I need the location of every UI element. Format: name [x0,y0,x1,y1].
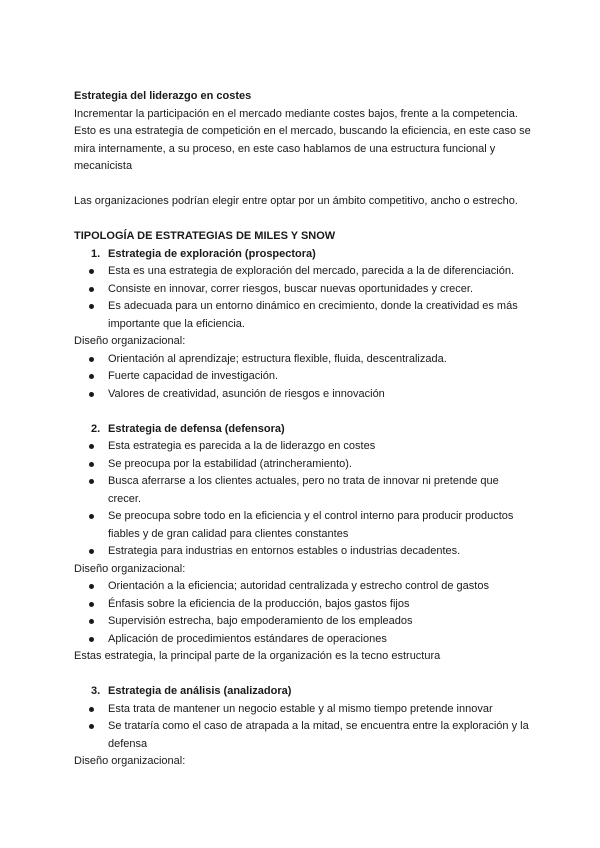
section-number: 2. [91,422,101,435]
list-item: Se preocupa por la estabilidad (atrincheramiento). [74,456,534,474]
list-item: Orientación a la eficiencia; autoridad centralizada y estrecho control de gastos [74,578,534,596]
list-item: Estrategia para industrias en entornos estables o industrias decadentes. [74,543,534,561]
section-number: 1. [91,247,101,260]
design-label: Diseño organizacional: [74,335,186,347]
intro-paragraph-line: mecanicista [74,160,133,172]
list-item: Fuerte capacidad de investigación. [74,368,534,386]
spacer [74,666,534,684]
list-item: Esta es una estrategia de exploración del mercado, parecida a la de diferenciación. [74,263,534,281]
design-bullet-list [74,578,534,648]
list-item: Aplicación de procedimientos estándares de operaciones [74,631,534,649]
list-item: Es adecuada para un entorno dinámico en crecimiento, donde la creatividad es más importante que la eficiencia. [74,298,534,333]
list-item: Esta estrategia es parecida a la de liderazgo en costes [74,438,534,456]
list-item: Énfasis sobre la eficiencia de la producción, bajos gastos fijos [74,596,534,614]
list-item: Se preocupa sobre todo en la eficiencia y el control interno para producir productos fiables y de gran calidad para clientes constantes [74,508,534,543]
intro-paragraph-line: mira internamente, a su proceso, en este caso hablamos de una estructura funcional y [74,142,496,155]
design-label: Diseño organizacional: [74,755,186,767]
section-title [74,683,534,701]
bullet-list [74,701,534,754]
list-item: Busca aferrarse a los clientes actuales, pero no trata de innovar ni pretende que crecer. [74,473,534,508]
section-title-text: Estrategia de análisis (analizadora) [108,685,292,697]
spacer [74,211,534,229]
list-item: Consiste en innovar, correr riesgos, buscar nuevas oportunidades y crecer. [74,281,534,299]
section-title [74,246,534,264]
intro-paragraph-2: Las organizaciones podrían elegir entre optar por un ámbito competitivo, ancho o estrecho. [74,195,518,207]
bullet-list [74,263,534,333]
section-closing-text: Estas estrategia, la principal parte de la organización es la tecno estructura [74,650,441,662]
list-item: Valores de creatividad, asunción de riesgos e innovación [74,386,534,404]
section-number: 3. [91,685,101,697]
intro-paragraph-line: Incrementar la participación en el mercado mediante costes bajos, frente a la competencia. [74,107,518,120]
section-title [74,421,534,439]
design-label: Diseño organizacional: [74,562,186,575]
typology-heading: TIPOLOGÍA DE ESTRATEGIAS DE MILES Y SNOW [74,230,336,242]
spacer [74,176,534,194]
list-item: Se trataría como el caso de atrapada a la mitad, se encuentra entre la exploración y la defensa [74,718,534,753]
bullet-list [74,438,534,561]
design-bullet-list [74,351,534,404]
document-page [74,88,534,771]
intro-paragraph-line: Esto es una estrategia de competición en el mercado, buscando la eficiencia, en este caso se [74,125,531,137]
list-item: Esta trata de mantener un negocio estable y al mismo tiempo pretende innovar [74,701,534,719]
spacer [74,403,534,421]
list-item: Orientación al aprendizaje; estructura flexible, fluida, descentralizada. [74,351,534,369]
list-item: Supervisión estrecha, bajo empoderamiento de los empleados [74,613,534,631]
section-title-text: Estrategia de defensa (defensora) [108,422,285,435]
intro-heading: Estrategia del liderazgo en costes [74,90,252,102]
section-title-text: Estrategia de exploración (prospectora) [108,247,316,260]
